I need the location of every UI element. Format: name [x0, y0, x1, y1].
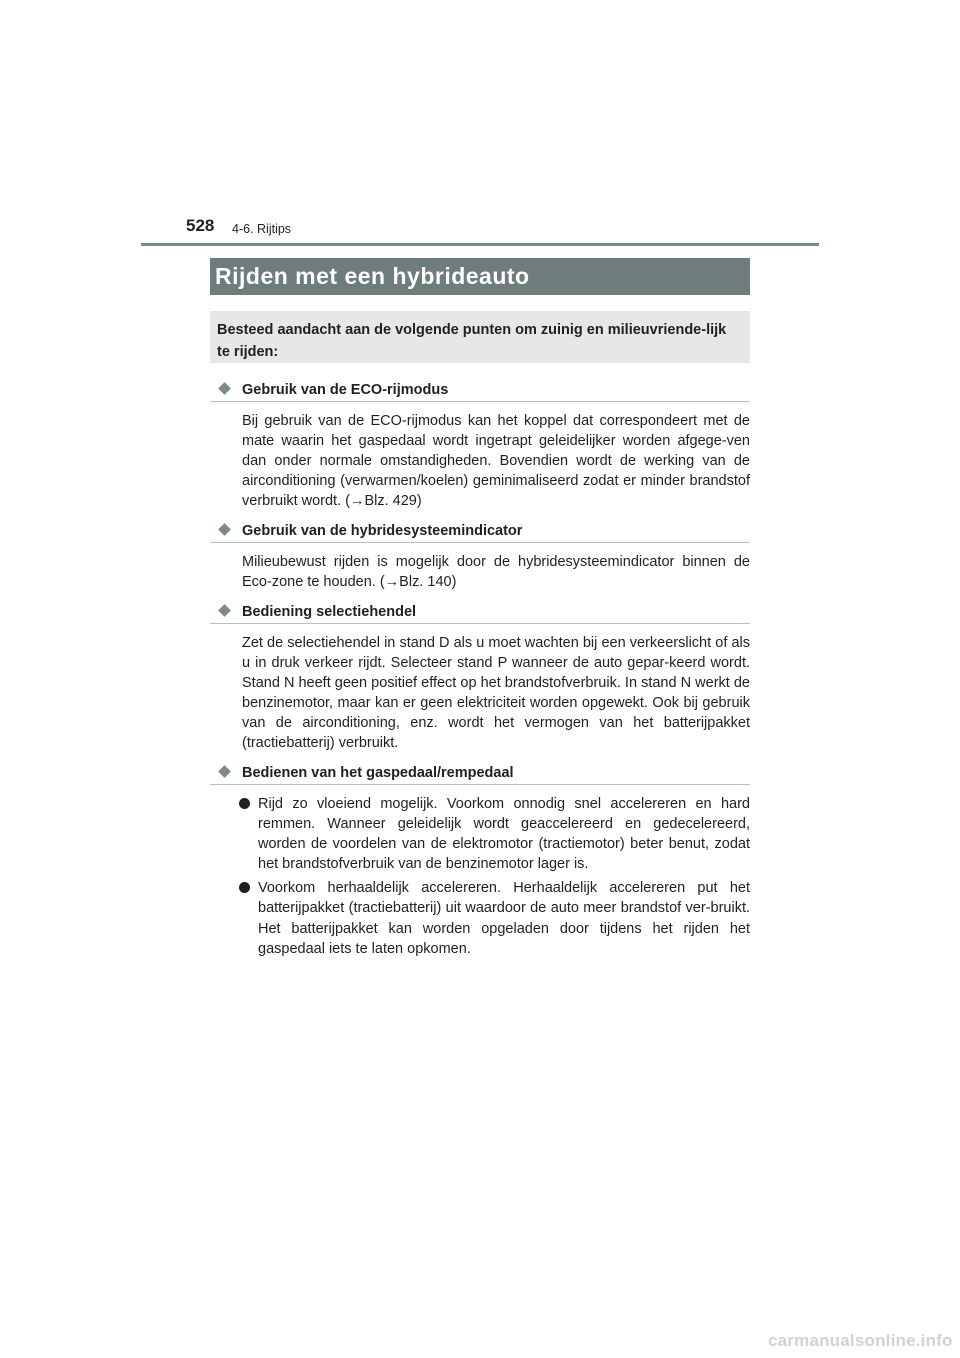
bullet-icon: [239, 798, 250, 809]
bullet-text: Rijd zo vloeiend mogelijk. Voorkom onnodig snel accelereren en hard remmen. Wanneer geleidelijk wordt geaccelereerd en gedecelereerd, worden de voordelen van de elektromotor (tractiemotor) beter benut, zodat het brandstofverbruik van de benzinemotor lager is.: [258, 796, 750, 873]
section-pedals: [210, 763, 750, 959]
section-shift-lever: [210, 602, 750, 754]
section-heading-label: Gebruik van de ECO-rijmodus: [242, 382, 449, 398]
diamond-icon: [218, 523, 231, 536]
bullet-text: Voorkom herhaaldelijk accelereren. Herhaaldelijk accelereren put het batterijpakket (tractiebatterij) uit waardoor de auto meer brandstof ver-bruikt. Het batterijpakket kan worden opgeladen door tijdens het rijden het gaspedaal iets te laten opkomen.: [258, 880, 750, 957]
section-hybrid-indicator: [210, 521, 750, 592]
section-body: Zet de selectiehendel in stand D als u moet wachten bij een verkeerslicht of als u in druk verkeer rijdt. Selecteer stand P wanneer de auto gepar-keerd wordt. Stand N heeft geen positief effect op het brandstofverbruik. In stand N werkt de benzinemotor, maar kan er geen elektriciteit worden opgewekt. Ook bij gebruik van de airconditioning, enz. wordt het vermogen van het batterijpakket (tractiebatterij) verbruikt.: [242, 635, 750, 752]
intro-box: Besteed aandacht aan de volgende punten om zuinig en milieuvriende-lijk te rijden:: [210, 311, 750, 363]
section-heading-label: Bedienen van het gaspedaal/rempedaal: [242, 765, 514, 781]
title-bar: [210, 258, 750, 295]
diamond-icon: [218, 382, 231, 395]
page-number: 528: [186, 216, 215, 235]
section-heading: [210, 521, 750, 543]
section-heading: [210, 380, 750, 402]
bullet-icon: [239, 882, 250, 893]
diamond-icon: [218, 604, 231, 617]
header-rule: [141, 243, 819, 246]
diamond-icon: [218, 765, 231, 778]
section-eco-mode: [210, 380, 750, 511]
watermark: carmanualsonline.info: [768, 1331, 953, 1350]
section-body: Bij gebruik van de ECO-rijmodus kan het koppel dat correspondeert met de mate waarin het gaspedaal wordt ingetrapt geleidelijker worden afgege-ven dan onder normale omstandigheden. Bovendien wordt de werking van de airconditioning (verwarmen/koelen) geminimaliseerd zodat er minder brandstof verbruikt wordt. (→Blz. 429): [242, 413, 750, 510]
section-heading-label: Gebruik van de hybridesysteemindicator: [242, 523, 523, 539]
section-heading-label: Bediening selectiehendel: [242, 604, 417, 620]
section-heading: [210, 763, 750, 785]
bullet-item: [258, 794, 750, 874]
section-heading: [210, 602, 750, 624]
section-body: Milieubewust rijden is mogelijk door de hybridesysteemindicator binnen de Eco-zone te houden. (→Blz. 140): [242, 554, 750, 591]
page-title: Rijden met een hybrideauto: [215, 263, 530, 289]
bullet-item: [258, 878, 750, 958]
section-reference: 4-6. Rijtips: [232, 222, 292, 236]
